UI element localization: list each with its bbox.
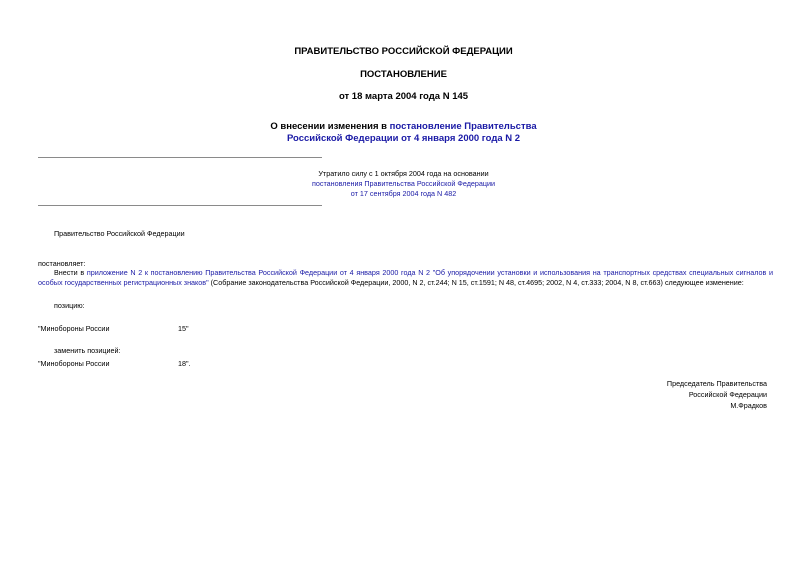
decree-word: постановляет: <box>38 259 86 268</box>
date-number-heading: от 18 марта 2004 года N 145 <box>338 91 469 102</box>
title-link-part2[interactable]: Российской Федерации от 4 января 2000 года N 2 <box>286 133 521 144</box>
old-row-name: "Минобороны России <box>38 324 110 333</box>
title-link-part1[interactable]: постановление Правительства <box>389 121 537 132</box>
old-row-value: 15" <box>178 324 189 333</box>
title-prefix: О внесении изменения в <box>270 121 390 132</box>
signature-org: Российской Федерации <box>688 390 767 399</box>
divider-top <box>38 157 322 158</box>
amendment-paragraph <box>38 268 773 288</box>
replace-label: заменить позицией: <box>54 346 121 355</box>
doc-type-heading: ПОСТАНОВЛЕНИЕ <box>360 69 447 80</box>
signature-title: Председатель Правительства <box>666 379 767 388</box>
position-label: позицию: <box>54 301 85 310</box>
para-rest: (Собрание законодательства Российской Федерации, 2000, N 2, ст.244; N 15, ст.1591; N 48, ст.4695; 2002, N 4, ст.333; 2004, N 8, ст.663) следующее изменение: <box>208 278 744 287</box>
signature-name: М.Фрадков <box>730 401 767 410</box>
document-title <box>0 121 807 145</box>
status-note <box>0 169 807 199</box>
issuer-text: Правительство Российской Федерации <box>54 229 185 238</box>
new-row-name: "Минобороны России <box>38 359 110 368</box>
government-heading: ПРАВИТЕЛЬСТВО РОССИЙСКОЙ ФЕДЕРАЦИИ <box>294 46 513 57</box>
status-link-line1[interactable]: постановления Правительства Российской Федерации <box>311 179 496 188</box>
signature-block <box>667 378 767 411</box>
para-start: Внести в <box>54 268 87 277</box>
status-link-line2[interactable]: от 17 сентября 2004 года N 482 <box>350 189 457 198</box>
divider-bottom <box>38 205 322 206</box>
new-row-value: 18". <box>178 359 191 368</box>
status-line1: Утратило силу с 1 октября 2004 года на основании <box>318 169 489 178</box>
appendix-link[interactable]: приложение N 2 к постановлению Правительства Российской Федерации от 4 января 2000 года N 2 "Об упорядочении установки и использования на транспортных средствах специальных сигналов и особых государственных регистрационных знаков" <box>38 268 773 287</box>
